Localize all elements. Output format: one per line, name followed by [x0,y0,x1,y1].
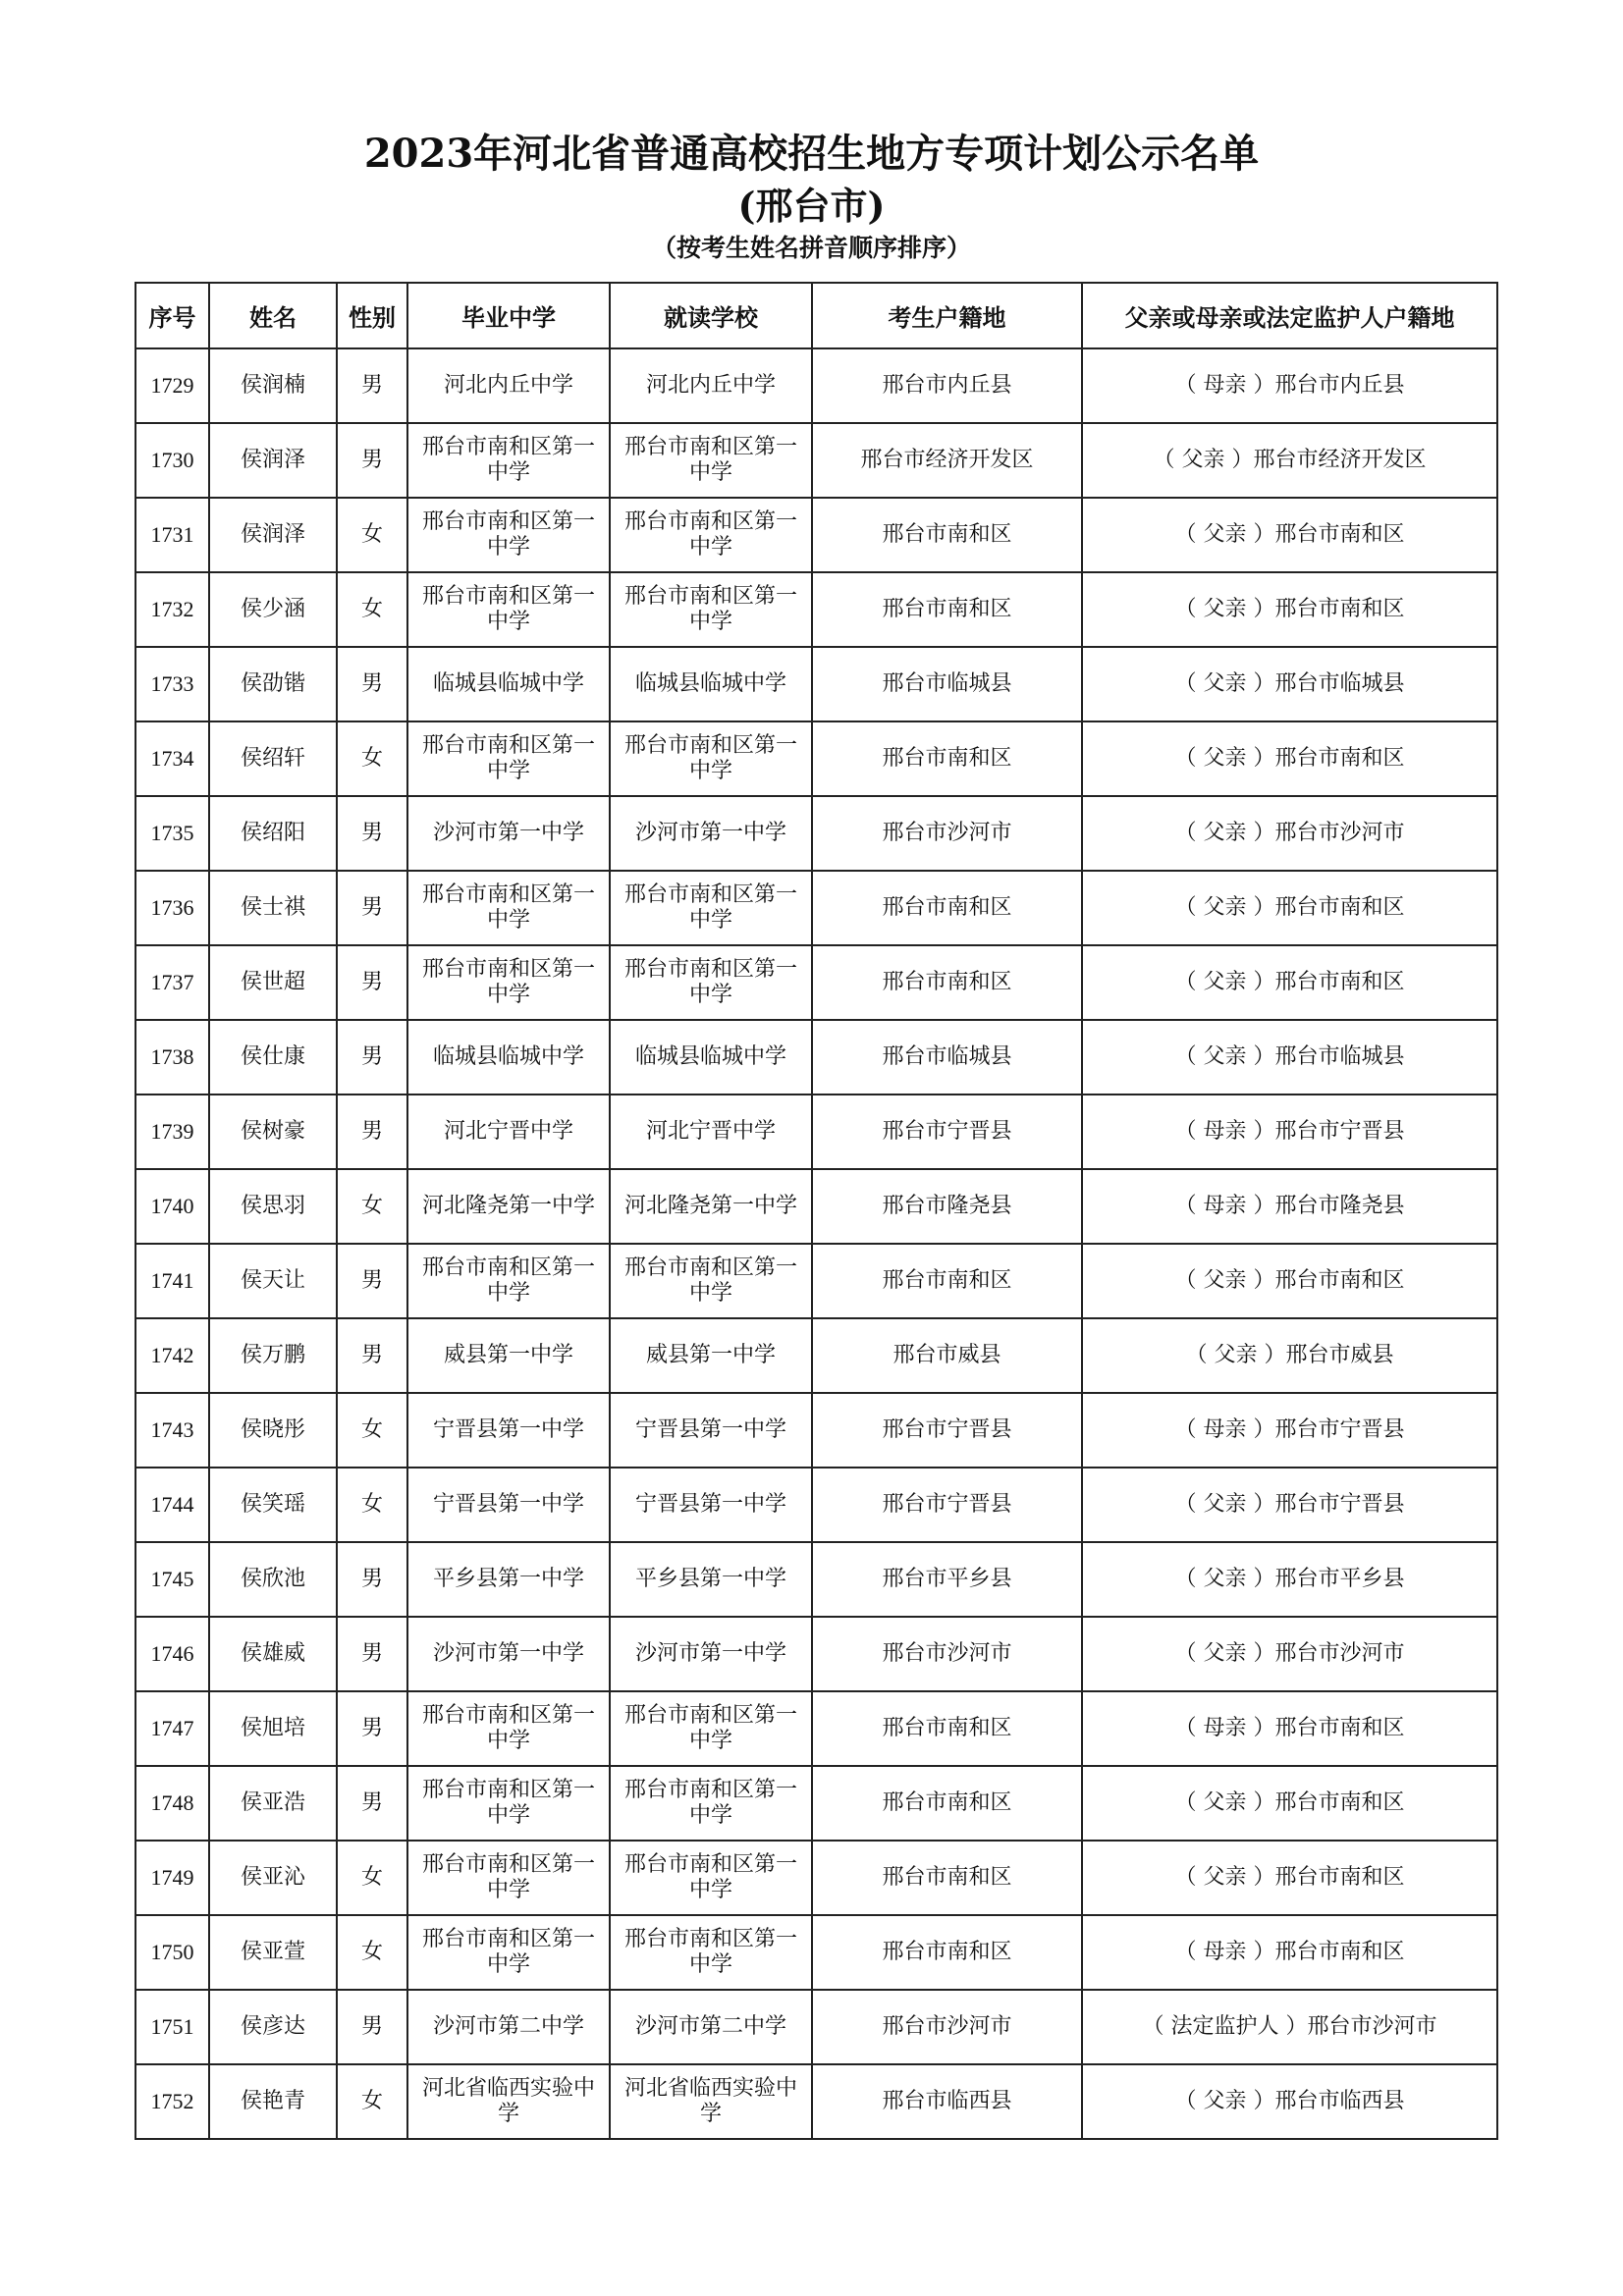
household-registration-cell: 邢台市威县 [812,1318,1082,1393]
header-cell: 姓名 [209,283,337,348]
graduation-school-cell: 邢台市南和区第一中学 [407,1766,610,1841]
serial-cell: 1745 [135,1542,209,1617]
serial-cell: 1737 [135,945,209,1020]
current-school-cell: 临城县临城中学 [610,647,812,721]
table-row [135,348,1497,423]
table-header-row [135,283,1497,348]
graduation-school-cell: 邢台市南和区第一中学 [407,1691,610,1766]
current-school-cell: 邢台市南和区第一中学 [610,1244,812,1318]
serial-cell: 1743 [135,1393,209,1468]
table-row [135,1169,1497,1244]
household-registration-cell: 邢台市临西县 [812,2064,1082,2139]
household-registration-cell: 邢台市宁晋县 [812,1393,1082,1468]
graduation-school-cell: 邢台市南和区第一中学 [407,1841,610,1915]
current-school-cell: 河北宁晋中学 [610,1095,812,1169]
household-registration-cell: 邢台市经济开发区 [812,423,1082,498]
header-cell: 父亲或母亲或法定监护人户籍地 [1082,283,1497,348]
graduation-school-cell: 临城县临城中学 [407,647,610,721]
household-registration-cell: 邢台市隆尧县 [812,1169,1082,1244]
household-registration-cell: 邢台市平乡县 [812,1542,1082,1617]
graduation-school-cell: 宁晋县第一中学 [407,1393,610,1468]
graduation-school-cell: 邢台市南和区第一中学 [407,1244,610,1318]
gender-cell: 女 [337,1468,407,1542]
gender-cell: 女 [337,721,407,796]
name-cell: 侯劭锴 [209,647,337,721]
table-row [135,1020,1497,1095]
name-cell: 侯万鹏 [209,1318,337,1393]
serial-cell: 1734 [135,721,209,796]
gender-cell: 女 [337,1915,407,1990]
guardian-registration-cell: （ 母亲 ）邢台市宁晋县 [1082,1393,1497,1468]
guardian-registration-cell: （ 父亲 ）邢台市沙河市 [1082,796,1497,871]
household-registration-cell: 邢台市沙河市 [812,1990,1082,2064]
gender-cell: 男 [337,1990,407,2064]
header-cell: 性别 [337,283,407,348]
name-cell: 侯士祺 [209,871,337,945]
guardian-registration-cell: （ 父亲 ）邢台市平乡县 [1082,1542,1497,1617]
household-registration-cell: 邢台市临城县 [812,647,1082,721]
gender-cell: 男 [337,423,407,498]
name-cell: 侯晓彤 [209,1393,337,1468]
current-school-cell: 邢台市南和区第一中学 [610,721,812,796]
table-row [135,498,1497,572]
serial-cell: 1735 [135,796,209,871]
gender-cell: 男 [337,1095,407,1169]
sort-note: （按考生姓名拼音顺序排序） [651,234,971,262]
guardian-registration-cell: （ 父亲 ）邢台市南和区 [1082,871,1497,945]
serial-cell: 1741 [135,1244,209,1318]
name-cell: 侯亚浩 [209,1766,337,1841]
guardian-registration-cell: （ 父亲 ）邢台市威县 [1082,1318,1497,1393]
serial-cell: 1750 [135,1915,209,1990]
current-school-cell: 邢台市南和区第一中学 [610,1766,812,1841]
graduation-school-cell: 邢台市南和区第一中学 [407,423,610,498]
gender-cell: 女 [337,2064,407,2139]
gender-cell: 男 [337,647,407,721]
graduation-school-cell: 邢台市南和区第一中学 [407,721,610,796]
gender-cell: 男 [337,1244,407,1318]
gender-cell: 男 [337,1020,407,1095]
table-row [135,1244,1497,1318]
header-cell: 就读学校 [610,283,812,348]
graduation-school-cell: 邢台市南和区第一中学 [407,945,610,1020]
guardian-registration-cell: （ 父亲 ）邢台市临西县 [1082,2064,1497,2139]
table-row [135,1990,1497,2064]
current-school-cell: 邢台市南和区第一中学 [610,871,812,945]
serial-cell: 1736 [135,871,209,945]
gender-cell: 男 [337,1542,407,1617]
graduation-school-cell: 河北内丘中学 [407,348,610,423]
graduation-school-cell: 沙河市第二中学 [407,1990,610,2064]
current-school-cell: 河北内丘中学 [610,348,812,423]
current-school-cell: 临城县临城中学 [610,1020,812,1095]
serial-cell: 1730 [135,423,209,498]
current-school-cell: 宁晋县第一中学 [610,1393,812,1468]
graduation-school-cell: 河北隆尧第一中学 [407,1169,610,1244]
table-row [135,1318,1497,1393]
guardian-registration-cell: （ 母亲 ）邢台市宁晋县 [1082,1095,1497,1169]
graduation-school-cell: 沙河市第一中学 [407,796,610,871]
table-row [135,647,1497,721]
current-school-cell: 宁晋县第一中学 [610,1468,812,1542]
serial-cell: 1748 [135,1766,209,1841]
table-row [135,423,1497,498]
name-cell: 侯绍阳 [209,796,337,871]
name-cell: 侯树豪 [209,1095,337,1169]
table-row [135,796,1497,871]
serial-cell: 1739 [135,1095,209,1169]
name-cell: 侯天让 [209,1244,337,1318]
current-school-cell: 平乡县第一中学 [610,1542,812,1617]
table-row [135,1468,1497,1542]
gender-cell: 女 [337,1169,407,1244]
name-cell: 侯思羽 [209,1169,337,1244]
guardian-registration-cell: （ 父亲 ）邢台市南和区 [1082,945,1497,1020]
serial-cell: 1740 [135,1169,209,1244]
header-cell: 考生户籍地 [812,283,1082,348]
name-cell: 侯艳青 [209,2064,337,2139]
guardian-registration-cell: （ 父亲 ）邢台市临城县 [1082,1020,1497,1095]
guardian-registration-cell: （ 父亲 ）邢台市南和区 [1082,721,1497,796]
current-school-cell: 邢台市南和区第一中学 [610,423,812,498]
guardian-registration-cell: （ 父亲 ）邢台市南和区 [1082,498,1497,572]
serial-cell: 1746 [135,1617,209,1691]
graduation-school-cell: 沙河市第一中学 [407,1617,610,1691]
name-cell: 侯少涵 [209,572,337,647]
guardian-registration-cell: （ 父亲 ）邢台市南和区 [1082,1244,1497,1318]
serial-cell: 1749 [135,1841,209,1915]
current-school-cell: 邢台市南和区第一中学 [610,572,812,647]
table-body [135,348,1497,2139]
serial-cell: 1751 [135,1990,209,2064]
gender-cell: 男 [337,945,407,1020]
gender-cell: 女 [337,1841,407,1915]
current-school-cell: 沙河市第一中学 [610,1617,812,1691]
guardian-registration-cell: （ 法定监护人 ）邢台市沙河市 [1082,1990,1497,2064]
serial-cell: 1732 [135,572,209,647]
graduation-school-cell: 邢台市南和区第一中学 [407,871,610,945]
graduation-school-cell: 邢台市南和区第一中学 [407,498,610,572]
household-registration-cell: 邢台市南和区 [812,572,1082,647]
household-registration-cell: 邢台市宁晋县 [812,1095,1082,1169]
guardian-registration-cell: （ 父亲 ）邢台市宁晋县 [1082,1468,1497,1542]
table-row [135,721,1497,796]
household-registration-cell: 邢台市南和区 [812,1691,1082,1766]
serial-cell: 1729 [135,348,209,423]
household-registration-cell: 邢台市沙河市 [812,796,1082,871]
name-cell: 侯世超 [209,945,337,1020]
household-registration-cell: 邢台市沙河市 [812,1617,1082,1691]
name-cell: 侯亚萱 [209,1915,337,1990]
gender-cell: 男 [337,1691,407,1766]
name-cell: 侯雄威 [209,1617,337,1691]
table-row [135,871,1497,945]
table-row [135,1915,1497,1990]
household-registration-cell: 邢台市南和区 [812,1915,1082,1990]
table-row [135,1841,1497,1915]
table-row [135,1095,1497,1169]
graduation-school-cell: 威县第一中学 [407,1318,610,1393]
name-cell: 侯润泽 [209,423,337,498]
name-cell: 侯旭培 [209,1691,337,1766]
gender-cell: 女 [337,1393,407,1468]
household-registration-cell: 邢台市南和区 [812,1841,1082,1915]
name-cell: 侯欣池 [209,1542,337,1617]
guardian-registration-cell: （ 父亲 ）邢台市沙河市 [1082,1617,1497,1691]
header-cell: 毕业中学 [407,283,610,348]
household-registration-cell: 邢台市南和区 [812,871,1082,945]
name-cell: 侯仕康 [209,1020,337,1095]
gender-cell: 男 [337,1766,407,1841]
household-registration-cell: 邢台市南和区 [812,945,1082,1020]
gender-cell: 男 [337,796,407,871]
document-subtitle: (邢台市) [737,184,886,228]
current-school-cell: 邢台市南和区第一中学 [610,945,812,1020]
roster-table [135,282,1498,2140]
guardian-registration-cell: （ 母亲 ）邢台市南和区 [1082,1915,1497,1990]
table-row [135,1766,1497,1841]
name-cell: 侯笑瑶 [209,1468,337,1542]
table-row [135,945,1497,1020]
household-registration-cell: 邢台市南和区 [812,498,1082,572]
graduation-school-cell: 平乡县第一中学 [407,1542,610,1617]
serial-cell: 1742 [135,1318,209,1393]
guardian-registration-cell: （ 父亲 ）邢台市南和区 [1082,572,1497,647]
table-row [135,1542,1497,1617]
current-school-cell: 邢台市南和区第一中学 [610,1841,812,1915]
guardian-registration-cell: （ 父亲 ）邢台市临城县 [1082,647,1497,721]
household-registration-cell: 邢台市宁晋县 [812,1468,1082,1542]
serial-cell: 1733 [135,647,209,721]
current-school-cell: 邢台市南和区第一中学 [610,1915,812,1990]
guardian-registration-cell: （ 母亲 ）邢台市内丘县 [1082,348,1497,423]
gender-cell: 男 [337,1318,407,1393]
current-school-cell: 沙河市第二中学 [610,1990,812,2064]
table-row [135,1691,1497,1766]
graduation-school-cell: 宁晋县第一中学 [407,1468,610,1542]
current-school-cell: 河北省临西实验中学 [610,2064,812,2139]
name-cell: 侯润楠 [209,348,337,423]
graduation-school-cell: 临城县临城中学 [407,1020,610,1095]
guardian-registration-cell: （ 父亲 ）邢台市南和区 [1082,1766,1497,1841]
current-school-cell: 威县第一中学 [610,1318,812,1393]
serial-cell: 1731 [135,498,209,572]
serial-cell: 1747 [135,1691,209,1766]
guardian-registration-cell: （ 母亲 ）邢台市南和区 [1082,1691,1497,1766]
current-school-cell: 沙河市第一中学 [610,796,812,871]
table-row [135,572,1497,647]
gender-cell: 女 [337,572,407,647]
serial-cell: 1738 [135,1020,209,1095]
household-registration-cell: 邢台市临城县 [812,1020,1082,1095]
household-registration-cell: 邢台市南和区 [812,721,1082,796]
household-registration-cell: 邢台市内丘县 [812,348,1082,423]
header-cell: 序号 [135,283,209,348]
serial-cell: 1752 [135,2064,209,2139]
graduation-school-cell: 河北省临西实验中学 [407,2064,610,2139]
graduation-school-cell: 河北宁晋中学 [407,1095,610,1169]
guardian-registration-cell: （ 母亲 ）邢台市隆尧县 [1082,1169,1497,1244]
current-school-cell: 邢台市南和区第一中学 [610,498,812,572]
gender-cell: 男 [337,1617,407,1691]
name-cell: 侯绍轩 [209,721,337,796]
table-row [135,1617,1497,1691]
table-row [135,2064,1497,2139]
table-row [135,1393,1497,1468]
gender-cell: 女 [337,498,407,572]
guardian-registration-cell: （ 父亲 ）邢台市经济开发区 [1082,423,1497,498]
document-title: 2023年河北省普通高校招生地方专项计划公示名单 [363,131,1260,177]
graduation-school-cell: 邢台市南和区第一中学 [407,1915,610,1990]
name-cell: 侯彦达 [209,1990,337,2064]
guardian-registration-cell: （ 父亲 ）邢台市南和区 [1082,1841,1497,1915]
name-cell: 侯亚沁 [209,1841,337,1915]
graduation-school-cell: 邢台市南和区第一中学 [407,572,610,647]
current-school-cell: 邢台市南和区第一中学 [610,1691,812,1766]
name-cell: 侯润泽 [209,498,337,572]
current-school-cell: 河北隆尧第一中学 [610,1169,812,1244]
gender-cell: 男 [337,871,407,945]
household-registration-cell: 邢台市南和区 [812,1766,1082,1841]
serial-cell: 1744 [135,1468,209,1542]
gender-cell: 男 [337,348,407,423]
household-registration-cell: 邢台市南和区 [812,1244,1082,1318]
